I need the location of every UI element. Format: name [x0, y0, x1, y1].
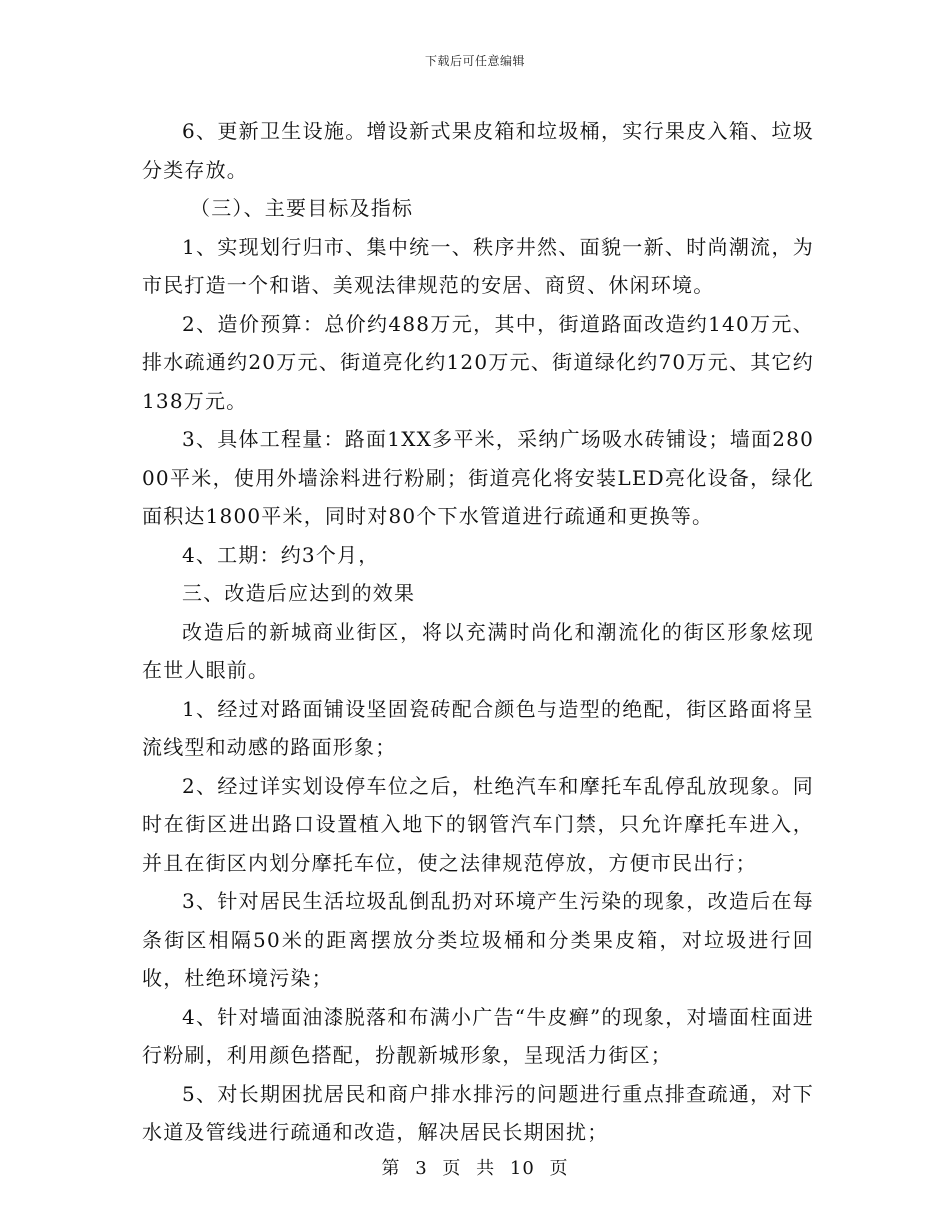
paragraph-goal-1: 1、实现划行归市、集中统一、秩序井然、面貌一新、时尚潮流，为市民打造一个和谐、美观法律规范的安居、商贸、休闲环境。 — [142, 234, 814, 297]
paragraph-effects-intro: 改造后的新城商业街区，将以充满时尚化和潮流化的街区形象炫现在世人眼前。 — [142, 619, 814, 682]
footer-suffix: 页 — [549, 1158, 569, 1179]
footer-prefix: 第 — [381, 1158, 401, 1179]
document-body — [142, 112, 814, 1152]
section-heading-goals: （三）、主要目标及指标 — [190, 196, 414, 220]
paragraph-workload: 3、具体工程量：路面1XX多平米，采纳广场吸水砖铺设；墙面28000平米，使用外墙涂料进行粉刷；街道亮化将安装LED亮化设备，绿化面积达1800平米，同时对80个下水管道进行疏通和更换等。 — [142, 427, 814, 528]
footer-current-page: 3 — [415, 1158, 428, 1179]
paragraph-sanitation: 6、更新卫生设施。增设新式果皮箱和垃圾桶，实行果皮入箱、垃圾分类存放。 — [142, 119, 814, 182]
paragraph-budget: 2、造价预算：总价约488万元，其中，街道路面改造约140万元、排水疏通约20万元、街道亮化约120万元、街道绿化约70万元、其它约138万元。 — [142, 311, 814, 413]
paragraph-effect-4: 4、针对墙面油漆脱落和布满小广告“牛皮癣”的现象，对墙面柱面进行粉刷，利用颜色搭配，扮靓新城形象，呈现活力街区； — [142, 1004, 814, 1067]
footer-total-word: 共 — [476, 1158, 496, 1179]
paragraph-effect-5: 5、对长期困扰居民和商户排水排污的问题进行重点排查疏通，对下水道及管线进行疏通和改造，解决居民长期困扰； — [142, 1081, 814, 1144]
paragraph-effect-2: 2、经过详实划设停车位之后，杜绝汽车和摩托车乱停乱放现象。同时在街区进出路口设置植入地下的钢管汽车门禁，只允许摩托车进入，并且在街区内划分摩托车位，使之法律规范停放，方便市民出行； — [142, 773, 814, 875]
paragraph-effect-3: 3、针对居民生活垃圾乱倒乱扔对环境产生污染的现象，改造后在每条街区相隔50米的距离摆放分类垃圾桶和分类果皮箱，对垃圾进行回收，杜绝环境污染； — [142, 889, 814, 990]
footer-total-pages: 10 — [509, 1158, 535, 1179]
section-heading-effects: 三、改造后应达到的效果 — [182, 581, 416, 605]
footer-page-word: 页 — [442, 1158, 462, 1179]
paragraph-duration: 4、工期：约3个月， — [182, 542, 380, 567]
page-header: 下载后可任意编辑 — [424, 54, 525, 68]
page-footer — [0, 1154, 950, 1180]
paragraph-effect-1: 1、经过对路面铺设坚固瓷砖配合颜色与造型的绝配，街区路面将呈流线型和动感的路面形象； — [142, 696, 814, 759]
